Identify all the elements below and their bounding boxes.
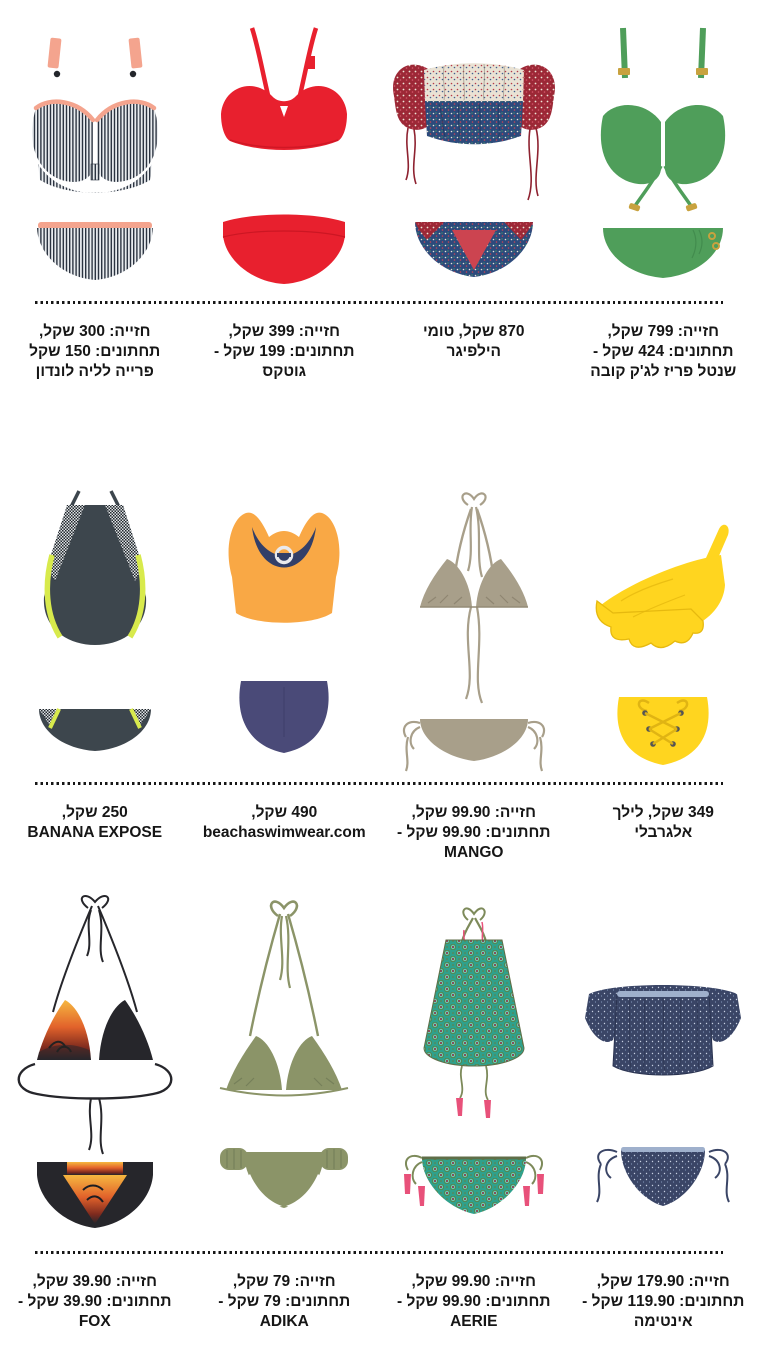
caption-line: חזייה: 399 שקל, <box>228 323 340 340</box>
caption-line: חזייה: 300 שקל, <box>39 323 151 340</box>
caption-line: תחתונים: 99.90 שקל - <box>396 1292 551 1310</box>
caption-line: MANGO <box>444 843 504 861</box>
product-grid-row-3 <box>0 888 758 1246</box>
product-card <box>193 890 375 1244</box>
caption-row-3 <box>0 1272 758 1331</box>
caption-line: שנטל פריז לג'ק קובה <box>590 362 737 380</box>
product-grid-row-2 <box>0 484 758 776</box>
caption-line: אלגרבלי <box>634 823 693 841</box>
dotted-divider <box>35 301 723 304</box>
product-card <box>383 485 565 775</box>
caption-line: פרייה לליה לונדון <box>35 362 154 380</box>
product-caption <box>379 322 569 362</box>
product-caption <box>379 803 569 862</box>
caption-line: תחתונים: 79 שקל - <box>218 1292 351 1310</box>
caption-line: גוטקס <box>262 362 307 380</box>
caption-line: תחתונים: 99.90 שקל - <box>396 823 551 841</box>
caption-row-2 <box>0 803 758 862</box>
product-caption <box>0 803 190 843</box>
caption-line: ADIKA <box>259 1312 309 1330</box>
product-card <box>572 485 754 775</box>
caption-line: תחתונים: 119.90 שקל - <box>582 1292 745 1310</box>
product-caption <box>190 1272 380 1331</box>
product-photo-red-halter-bikini <box>193 16 375 294</box>
product-card <box>4 890 186 1244</box>
dotted-divider <box>35 1251 723 1254</box>
product-photo-green-triangle-bikini <box>572 16 754 294</box>
product-card <box>572 890 754 1244</box>
product-caption <box>190 803 380 843</box>
product-photo-sunset-print-bikini <box>4 890 186 1244</box>
caption-line: הילפיגר <box>446 342 502 360</box>
product-photo-sport-high-neck-bikini <box>4 485 186 775</box>
product-photo-floral-off-shoulder-bikini <box>383 16 565 294</box>
product-caption <box>0 1272 190 1331</box>
caption-line: 870 שקל, טומי <box>422 323 525 340</box>
caption-line: BANANA EXPOSE <box>27 823 163 841</box>
product-photo-navy-striped-bikini <box>4 16 186 294</box>
caption-line: 250 שקל, <box>61 804 128 821</box>
product-photo-olive-triangle-bikini <box>193 890 375 1244</box>
product-grid-row-1 <box>0 14 758 296</box>
caption-line: תחתונים: 424 שקל - <box>592 342 734 360</box>
caption-line: FOX <box>78 1312 111 1330</box>
caption-line: אינטימה <box>633 1312 693 1330</box>
product-caption <box>569 322 758 381</box>
caption-line: תחתונים: 39.90 שקל - <box>17 1292 172 1310</box>
caption-line: 490 שקל, <box>251 804 318 821</box>
caption-line: חזייה: 179.90 שקל, <box>596 1273 730 1290</box>
product-photo-orange-crop-navy-highwaist <box>193 485 375 775</box>
product-card <box>4 485 186 775</box>
product-card <box>193 485 375 775</box>
caption-line: תחתונים: 150 שקל <box>29 342 161 360</box>
product-card <box>383 16 565 294</box>
product-card <box>4 16 186 294</box>
caption-line: חזייה: 99.90 שקל, <box>411 1273 536 1290</box>
caption-line: חזייה: 99.90 שקל, <box>411 804 536 821</box>
caption-line: AERIE <box>450 1312 498 1330</box>
caption-line: חזייה: 799 שקל, <box>607 323 719 340</box>
product-card <box>383 890 565 1244</box>
product-photo-yellow-one-shoulder-bikini <box>572 485 754 775</box>
caption-line: חזייה: 39.90 שקל, <box>32 1273 157 1290</box>
product-photo-teal-floral-halter-bikini <box>383 890 565 1244</box>
product-caption <box>0 322 190 381</box>
caption-line: beachaswimwear.com <box>202 823 366 841</box>
caption-line: תחתונים: 199 שקל - <box>213 342 355 360</box>
caption-row-1 <box>0 322 758 381</box>
product-photo-navy-off-shoulder-bikini <box>572 890 754 1244</box>
product-caption <box>190 322 380 381</box>
product-card <box>572 16 754 294</box>
product-caption <box>569 1272 758 1331</box>
dotted-divider <box>35 782 723 785</box>
caption-line: 349 שקל, לילך <box>612 804 714 821</box>
product-card <box>193 16 375 294</box>
product-caption <box>379 1272 569 1331</box>
product-photo-khaki-string-bikini <box>383 485 565 775</box>
product-caption <box>569 803 758 843</box>
caption-line: חזייה: 79 שקל, <box>232 1273 336 1290</box>
